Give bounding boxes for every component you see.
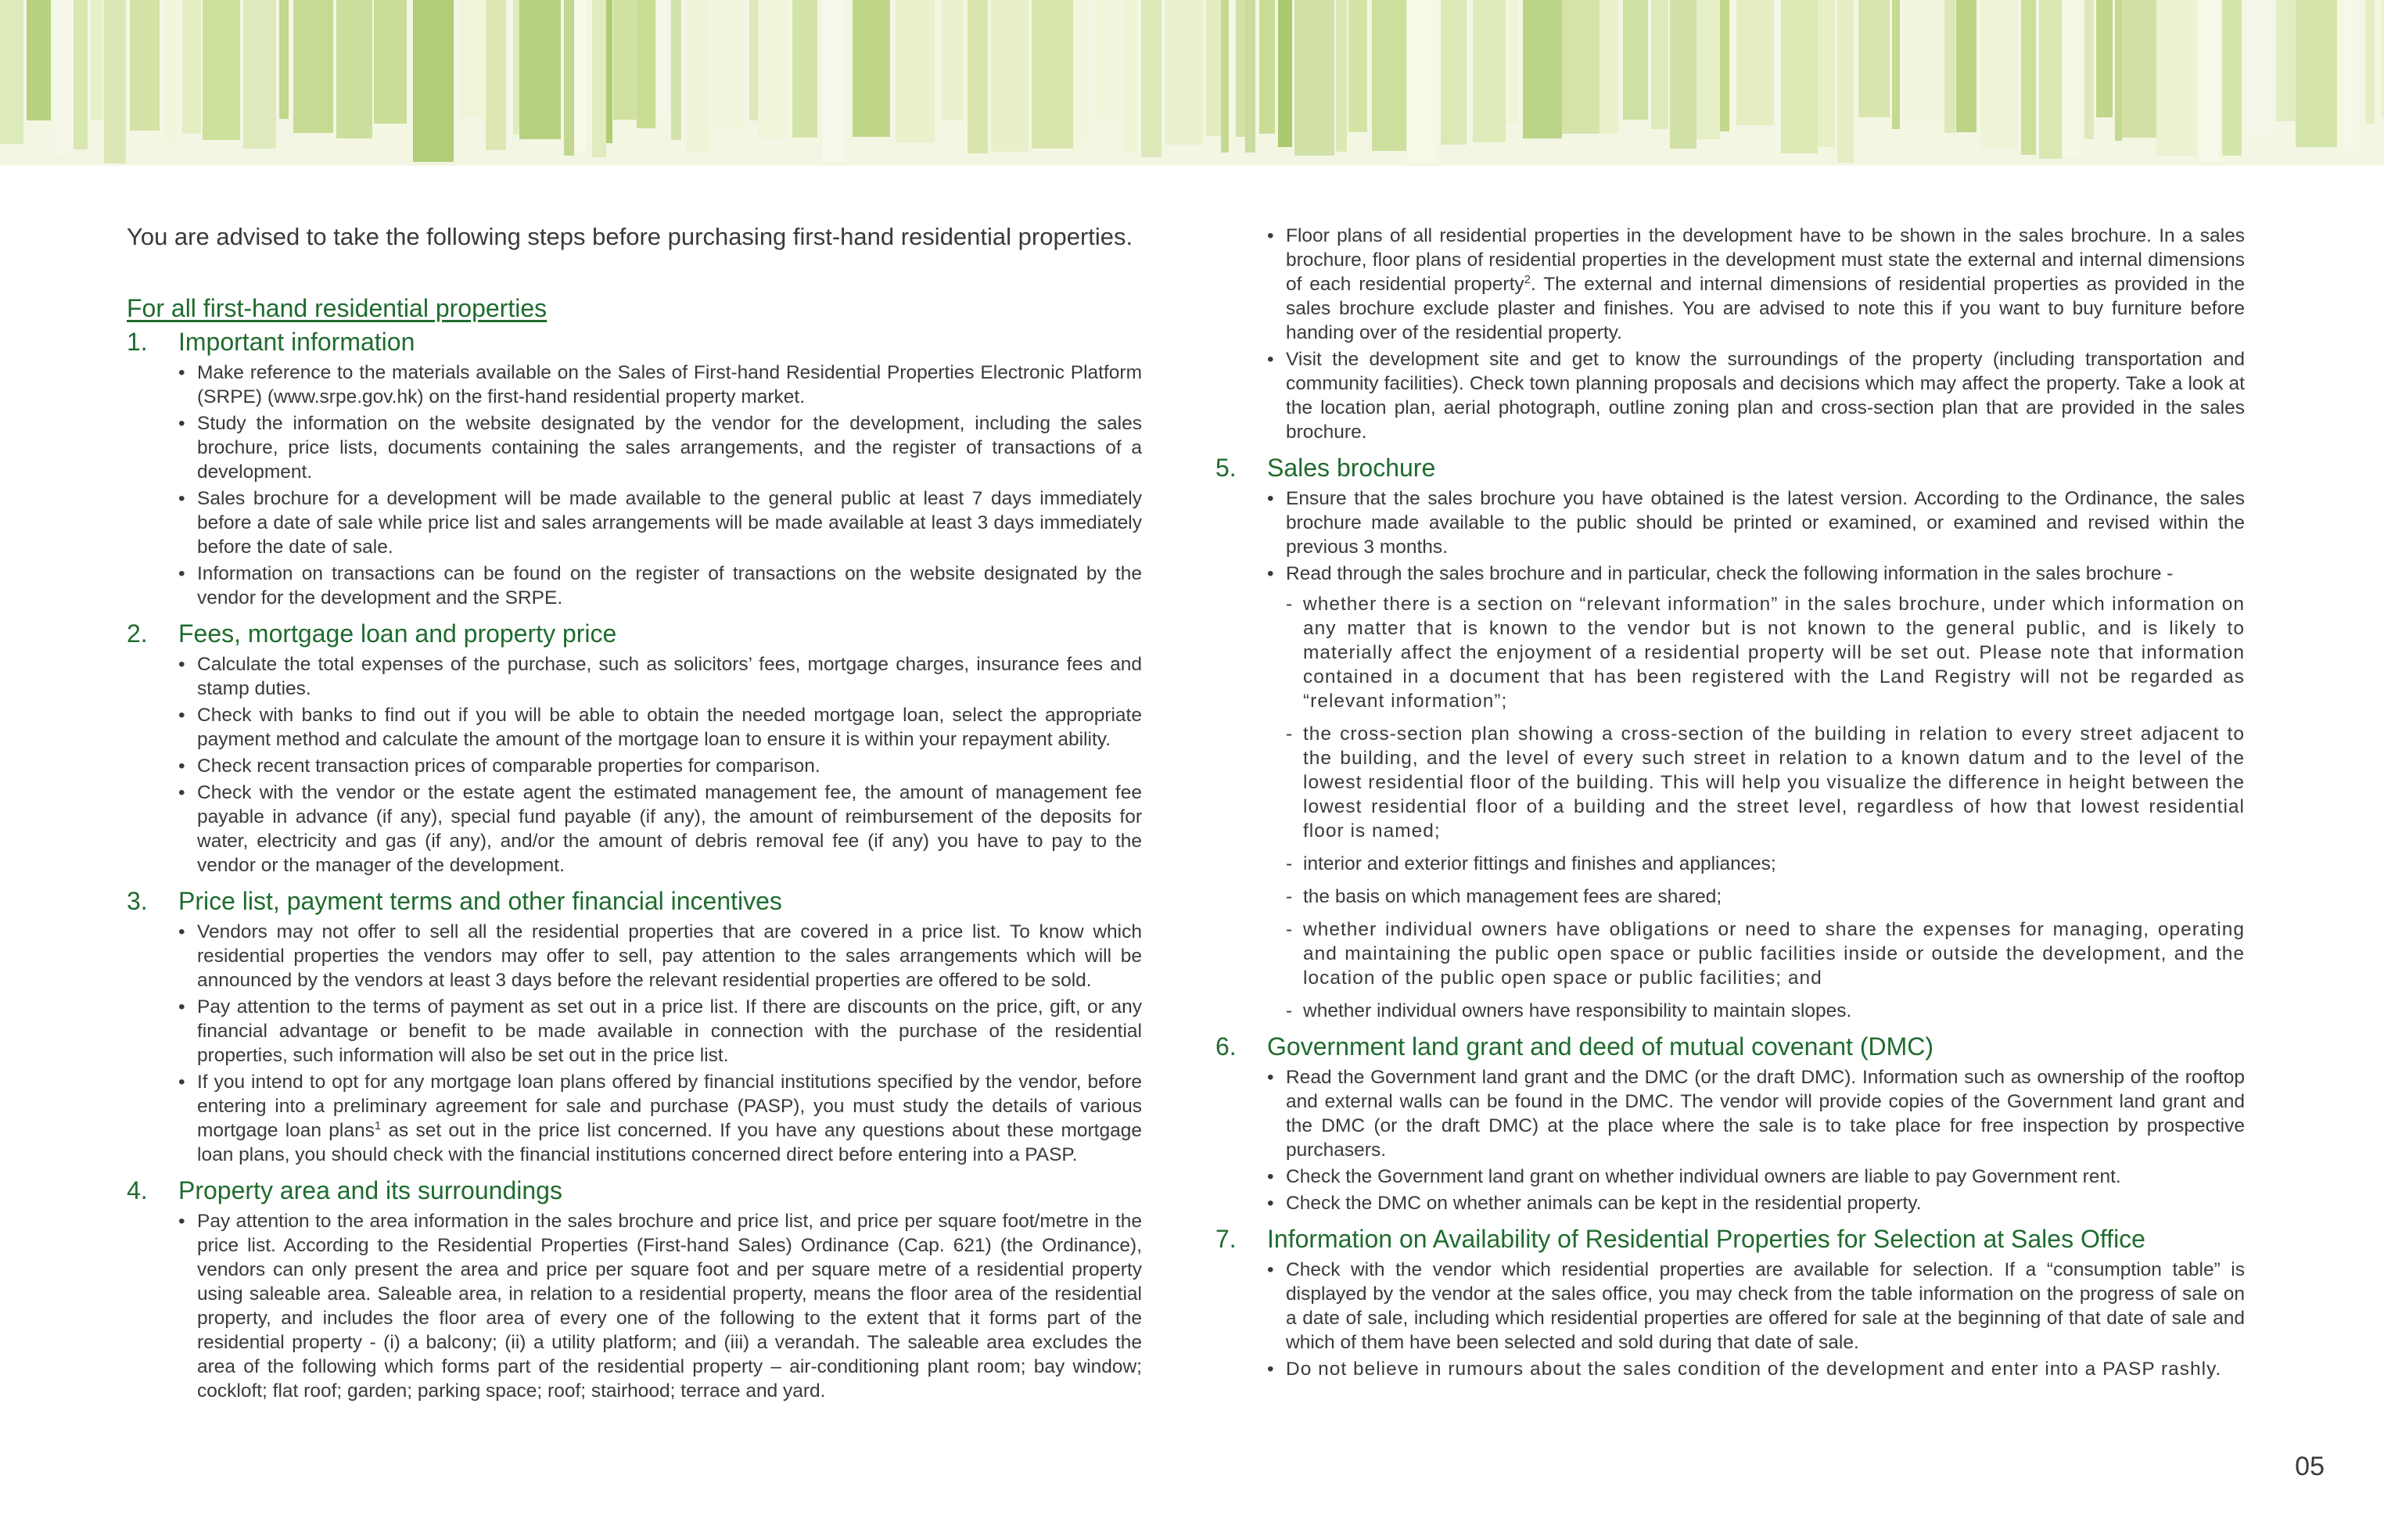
banner-stripe [792, 0, 817, 138]
bullet-text: If you intend to opt for any mortgage loan plans offered by financial institutions specified by the vendor, before entering into a preliminary agreement for sale and purchase (PASP), you must study the details of various mortgage loan plans [197, 1072, 1142, 1141]
banner-stripe [1781, 0, 1818, 153]
banner-stripe [758, 0, 785, 138]
bullet-list [127, 1209, 1142, 1403]
bullet-list [1215, 486, 2245, 586]
banner-stripe [1032, 0, 1073, 149]
banner-stripe [1141, 0, 1161, 157]
section-number: 2. [127, 619, 148, 648]
banner-stripe [1837, 0, 1854, 163]
banner-stripe [564, 0, 574, 156]
bullet-item: • Check with the vendor which residential properties are available for selection. If a “consumption table” is displayed by the vendor at the sales office, you may check from the table information on the progress of sale on a date of sale, including which residential properties are offered for sale at the beginning of that date of sale and which of them have been selected and sold during that date of sale. [1267, 1258, 2245, 1355]
bullet-item: • Visit the development site and get to know the surroundings of the property (including transportation and community facilities). Check town planning proposals and decisions which may affect the property. Take a look at the location plan, aerial photograph, outline zoning plan and cross-section plan that are provided in the sales brochure. [1267, 347, 2245, 444]
banner-stripe [1670, 0, 1696, 149]
banner-stripe [1336, 0, 1347, 152]
bullet-item: • Check with the vendor or the estate agent the estimated management fee, the amount of management fee payable in advance (if any), special fund payable (if any), the amount of reimbursement of the deposits for water, electricity and gas (if any), and/or the amount of debris removal fee (if any) you have to pay to the vendor or the manager of the development. [178, 781, 1142, 878]
section-heading [127, 1176, 1142, 1204]
banner-stripe [1508, 0, 1517, 124]
bullet-list [127, 361, 1142, 610]
banner-stripe [1294, 0, 1334, 156]
banner-stripe [519, 0, 561, 139]
section-heading [127, 619, 1142, 648]
banner-stripe [458, 0, 484, 118]
banner-stripe [1278, 0, 1292, 147]
sub-item: - whether individual owners have obligations or need to share the expenses for managing, operating and maintaining the public open space or public facilities inside or outside the development, and the location of the public open space or public facilities; and [1286, 917, 2245, 990]
bullet-item: • Read the Government land grant and the DMC (or the draft DMC). Information such as ownership of the rooftop and external walls can be found in the DMC. The vendor will provide copies of the Government land grant and the DMC (or the draft DMC) at the place where the sale is to take place for free inspection by prospective purchasers. [1267, 1065, 2245, 1162]
banner-stripe [1236, 0, 1245, 137]
banner-stripe [1651, 0, 1668, 129]
banner-stripe [1720, 0, 1729, 131]
banner-stripe [513, 0, 519, 135]
banner-stripe [1944, 0, 1955, 133]
section-title: Property area and its surroundings [178, 1176, 562, 1204]
banner-stripe [91, 0, 103, 120]
bullet-list [1215, 224, 2245, 444]
banner-stripe [1600, 0, 1618, 134]
section-heading [1215, 1032, 2245, 1061]
banner-stripe [2084, 0, 2094, 139]
banner-stripe [293, 0, 333, 133]
banner-stripe [592, 0, 606, 157]
page-number: 05 [2295, 1452, 2325, 1481]
banner-stripe [1523, 0, 1562, 138]
banner-stripe [486, 0, 506, 150]
banner-stripe [2296, 0, 2337, 147]
bullet-item: • Pay attention to the area information in the sales brochure and price list, and price per square foot/metre in the price list. According to the Residential Properties (First-hand Sales) Ordinance (Cap. 621) (the Ordinance), vendors can only present the area and price per square foot and per square metre of a residential property using saleable area. Saleable area, in relation to a residential property, means the floor area of the residential property, and includes the floor area of every one of the following to the extent that it forms part of the residential property - (i) a balcony; (ii) a utility platform; and (iii) a verandah. The saleable area excludes the area of the following which forms part of the residential property – air-conditioning plant room; bay window; cockloft; flat roof; garden; parking space; roof; stairhood; terrace and yard. [178, 1209, 1142, 1403]
decorative-banner [0, 0, 2384, 166]
banner-stripe [1562, 0, 1600, 134]
bullet-item: • Sales brochure for a development will be made available to the general public at least 7 days immediately before a date of sale while price list and sales arrangements will be made available at least 3 days immediately before the date of sale. [178, 486, 1142, 559]
banner-stripe [1473, 0, 1506, 142]
section-4-continued [1215, 224, 2245, 444]
section-heading [1215, 1225, 2245, 1253]
bullet-item: • Check the DMC on whether animals can be kept in the residential property. [1267, 1191, 2245, 1215]
section-title: Important information [178, 328, 415, 356]
bullet-item: • Check the Government land grant on whether individual owners are liable to pay Government rent. [1267, 1165, 2245, 1189]
banner-stripe [714, 0, 743, 130]
banner-stripe [163, 0, 177, 143]
banner-stripe [853, 0, 890, 137]
banner-stripe [2246, 0, 2273, 134]
group-title: For all first-hand residential properties [127, 294, 548, 322]
banner-stripe [243, 0, 276, 149]
banner-stripe [182, 0, 201, 134]
right-column [1215, 224, 2245, 1391]
sub-item: - the cross-section plan showing a cross-section of the building in relation to every street adjacent to the building, and the level of every such street in relation to a known datum and to the level of the lowest residential floor of the building. This will help you visualize the difference in height between the lowest residential floor of a building and the street level, regardless of how that lowest residential floor is named; [1286, 722, 2245, 843]
banner-stripe [1892, 0, 1900, 129]
section-4 [127, 1176, 1142, 1403]
section-title: Fees, mortgage loan and property price [178, 619, 617, 648]
sub-item: - the basis on which management fees are shared; [1286, 885, 2245, 909]
bullet-item: • Read through the sales brochure and in particular, check the following information in the sales brochure - [1267, 562, 2245, 586]
section-1 [127, 328, 1142, 610]
banner-stripe [2199, 0, 2219, 161]
banner-stripe [2021, 0, 2036, 155]
bullet-list [127, 652, 1142, 878]
banner-stripe [1407, 0, 1438, 163]
bullet-item: • Calculate the total expenses of the purchase, such as solicitors’ fees, mortgage charges, insurance fees and stamp duties. [178, 652, 1142, 701]
section-number: 6. [1215, 1032, 1237, 1061]
section-number: 1. [127, 328, 148, 356]
bullet-list [127, 920, 1142, 1167]
banner-stripe [2096, 0, 2113, 117]
banner-stripe [2156, 0, 2197, 156]
banner-stripe [1245, 0, 1255, 153]
bullet-item: • Study the information on the website designated by the vendor for the development, including the sales brochure, price lists, documents containing the sales arrangements, and the register of transactions of a development. [178, 411, 1142, 484]
banner-stripe [1904, 0, 1944, 121]
banner-stripe [27, 0, 51, 120]
bullet-item: • Pay attention to the terms of payment as set out in a price list. If there are discounts on the price, gift, or any financial advantage or benefit to be made available in connection with the purchase of the residential properties, such information will also be set out in the price list. [178, 995, 1142, 1068]
banner-stripe [656, 0, 668, 117]
sub-list [1215, 592, 2245, 1023]
banner-stripe [574, 0, 586, 151]
bullet-item: • Vendors may not offer to sell all the residential properties that are covered in a price list. To know which residential properties the vendors may offer to sell, pay attention to the sales arrangements which will be announced by the vendors at least 3 days before the relevant residential properties are offered to be sold. [178, 920, 1142, 993]
section-number: 5. [1215, 454, 1237, 482]
banner-stripe [2115, 0, 2122, 141]
bullet-item: • Make reference to the materials available on the Sales of First-hand Residential Properties Electronic Platform (SRPE) (www.srpe.gov.hk) on the first-hand residential property market. [178, 361, 1142, 409]
bullet-item [1267, 224, 2245, 345]
banner-stripe [1441, 0, 1467, 145]
section-number: 4. [127, 1176, 148, 1204]
intro-paragraph: You are advised to take the following steps before purchasing first-hand residential properties. [127, 223, 1133, 250]
section-title: Price list, payment terms and other financial incentives [178, 887, 782, 915]
banner-stripe [896, 0, 935, 143]
banner-stripe [2122, 0, 2156, 138]
banner-stripe [2381, 0, 2384, 117]
banner-stripe [74, 0, 88, 149]
bullet-text: Floor plans of all residential properties in the development have to be shown in the sales brochure. In a sales brochure, floor plans of residential properties in the development must state the external and internal dimensions of each residential property [1286, 225, 2245, 295]
left-column [127, 224, 1142, 1413]
banner-stripe [1818, 0, 1835, 147]
bullet-item [178, 1070, 1142, 1167]
bullet-item: • Check recent transaction prices of comparable properties for comparison. [178, 754, 1142, 778]
banner-stripe [1348, 0, 1367, 132]
section-title: Government land grant and deed of mutual covenant (DMC) [1267, 1032, 1934, 1061]
banner-stripe [1094, 0, 1118, 119]
banner-stripe [374, 0, 407, 124]
banner-stripe [2344, 0, 2359, 152]
section-heading [127, 328, 1142, 356]
banner-stripe [413, 0, 454, 162]
section-heading [127, 887, 1142, 915]
section-number: 3. [127, 887, 148, 915]
section-5 [1215, 454, 2245, 1023]
banner-stripe [1259, 0, 1275, 134]
bullet-item: • Check with banks to find out if you will be able to obtain the needed mortgage loan, select the appropriate payment method and calculate the amount of the mortgage loan to ensure it is within your repayment ability. [178, 703, 1142, 752]
banner-stripe [2276, 0, 2296, 121]
sub-item: - whether individual owners have responsibility to maintain slopes. [1286, 999, 2245, 1023]
banner-stripe [54, 0, 70, 155]
section-3 [127, 887, 1142, 1167]
banner-stripe [0, 0, 23, 144]
banner-stripe [1696, 0, 1720, 139]
banner-stripe [1074, 0, 1087, 142]
section-7 [1215, 1225, 2245, 1381]
banner-stripe [1221, 0, 1229, 153]
footnote-marker: 1 [374, 1118, 382, 1133]
banner-stripe [1858, 0, 1890, 117]
bullet-list [1215, 1258, 2245, 1381]
banner-stripe [749, 0, 758, 120]
sub-item: - interior and exterior fittings and finishes and appliances; [1286, 852, 2245, 876]
banner-stripe [2222, 0, 2242, 156]
banner-stripe [1372, 0, 1406, 151]
banner-stripe [1956, 0, 1976, 132]
banner-stripe [203, 0, 240, 140]
section-6 [1215, 1032, 2245, 1215]
banner-stripe [336, 0, 372, 138]
banner-stripe [968, 0, 988, 153]
bullet-item: • Do not believe in rumours about the sales condition of the development and enter into a PASP rashly. [1267, 1357, 2245, 1381]
banner-stripe [1165, 0, 1203, 145]
banner-stripe [613, 0, 637, 120]
banner-stripe [606, 0, 612, 143]
footnote-marker: 2 [1524, 272, 1531, 286]
banner-stripe [2065, 0, 2079, 155]
bullet-list [1215, 1065, 2245, 1215]
banner-stripe [2365, 0, 2375, 124]
banner-stripe [104, 0, 126, 163]
bullet-text: . The external and internal dimensions of residential properties as provided in the sales brochure exclude plaster and finishes. You are advised to note this if you want to buy furniture before handing over of the residential property. [1286, 274, 2246, 343]
banner-stripe [1736, 0, 1774, 125]
banner-stripe [2039, 0, 2062, 159]
banner-stripe [1980, 0, 2018, 149]
banner-stripe [941, 0, 963, 120]
banner-stripe [1206, 0, 1221, 136]
banner-stripe [130, 0, 160, 131]
section-title: Information on Availability of Residential Properties for Selection at Sales Office [1267, 1225, 2145, 1253]
bullet-item: • Ensure that the sales brochure you have obtained is the latest version. According to the Ordinance, the sales brochure made available to the public should be printed or examined, or examined and revised within the previous 3 months. [1267, 486, 2245, 559]
bullet-item: • Information on transactions can be found on the register of transactions on the website designated by the vendor for the development and the SRPE. [178, 562, 1142, 610]
banner-stripe [991, 0, 1029, 152]
banner-stripe [1623, 0, 1648, 120]
banner-stripe [279, 0, 289, 119]
section-heading [1215, 454, 2245, 482]
section-title: Sales brochure [1267, 454, 1436, 482]
banner-stripe [1123, 0, 1137, 153]
banner-stripe [687, 0, 709, 153]
banner-stripe [671, 0, 681, 140]
section-number: 7. [1215, 1225, 1237, 1253]
section-2 [127, 619, 1142, 878]
sub-item: - whether there is a section on “relevant information” in the sales brochure, under which information on any matter that is known to the vendor but is not known to the general public, and is likely to materially affect the enjoyment of a residential property will be set out. Please note that information contained in a document that has been registered with the Land Registry will not be regarded as “relevant information”; [1286, 592, 2245, 713]
banner-stripe [637, 0, 655, 128]
bullet-text: as set out in the price list concerned. If you have any questions about these mortgage loan plans, you should check with the financial institutions concerned direct before entering into a PASP. [197, 1120, 1142, 1165]
banner-stripe [822, 0, 846, 161]
